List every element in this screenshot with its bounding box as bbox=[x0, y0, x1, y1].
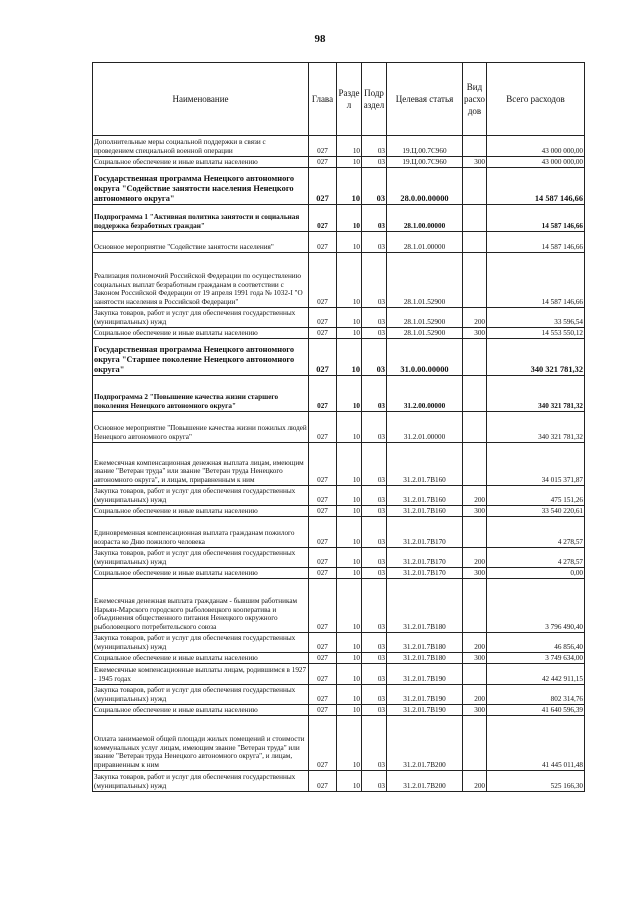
row-target: 31.2.01.7В200 bbox=[387, 716, 463, 771]
row-name: Единовременная компенсационная выплата гражданам пожилого возраста ко Дню пожилого человека bbox=[93, 517, 309, 548]
row-name: Дополнительные меры социальной поддержки в связи с проведением специальной военной операции bbox=[93, 136, 309, 157]
row-total: 14 553 550,12 bbox=[487, 328, 585, 339]
row-name: Основное мероприятие "Содействие занятости населения" bbox=[93, 232, 309, 253]
row-chapter: 027 bbox=[309, 168, 337, 205]
row-section: 10 bbox=[337, 579, 362, 633]
row-target: 31.2.00.00000 bbox=[387, 376, 463, 412]
row-expense-type: 200 bbox=[463, 548, 487, 568]
row-subsection: 03 bbox=[362, 579, 387, 633]
row-expense-type: 300 bbox=[463, 157, 487, 168]
row-expense-type bbox=[463, 205, 487, 232]
row-name: Закупка товаров, работ и услуг для обеспечения государственных (муниципальных) нужд bbox=[93, 685, 309, 705]
row-expense-type: 200 bbox=[463, 486, 487, 506]
row-section: 10 bbox=[337, 205, 362, 232]
row-section: 10 bbox=[337, 328, 362, 339]
row-expense-type: 300 bbox=[463, 328, 487, 339]
row-total: 3 749 634,00 bbox=[487, 653, 585, 664]
row-total: 14 587 146,66 bbox=[487, 253, 585, 308]
row-section: 10 bbox=[337, 633, 362, 653]
row-chapter: 027 bbox=[309, 633, 337, 653]
row-total: 14 587 146,66 bbox=[487, 232, 585, 253]
row-expense-type bbox=[463, 664, 487, 685]
row-section: 10 bbox=[337, 486, 362, 506]
row-section: 10 bbox=[337, 232, 362, 253]
row-expense-type bbox=[463, 168, 487, 205]
table-row bbox=[93, 412, 585, 443]
row-section: 10 bbox=[337, 136, 362, 157]
row-target: 28.1.01.52900 bbox=[387, 253, 463, 308]
row-expense-type: 300 bbox=[463, 705, 487, 716]
row-name: Государственная программа Ненецкого автономного округа "Старшее поколение Ненецкого автономного округа" bbox=[93, 339, 309, 376]
row-target: 31.2.01.7В170 bbox=[387, 568, 463, 579]
row-chapter: 027 bbox=[309, 653, 337, 664]
row-section: 10 bbox=[337, 716, 362, 771]
row-total: 41 640 596,39 bbox=[487, 705, 585, 716]
row-target: 28.1.01.52900 bbox=[387, 308, 463, 328]
row-subsection: 03 bbox=[362, 157, 387, 168]
row-subsection: 03 bbox=[362, 548, 387, 568]
row-chapter: 027 bbox=[309, 157, 337, 168]
row-target: 31.2.01.7В160 bbox=[387, 506, 463, 517]
row-target: 31.2.01.7В180 bbox=[387, 633, 463, 653]
row-subsection: 03 bbox=[362, 443, 387, 486]
row-target: 28.1.00.00000 bbox=[387, 205, 463, 232]
row-section: 10 bbox=[337, 308, 362, 328]
table-row bbox=[93, 253, 585, 308]
row-section: 10 bbox=[337, 517, 362, 548]
row-expense-type bbox=[463, 339, 487, 376]
row-target: 31.2.01.7В180 bbox=[387, 579, 463, 633]
table-row bbox=[93, 506, 585, 517]
page-number: 98 bbox=[314, 33, 326, 45]
row-chapter: 027 bbox=[309, 685, 337, 705]
row-subsection: 03 bbox=[362, 486, 387, 506]
row-target: 31.2.01.7В170 bbox=[387, 517, 463, 548]
row-subsection: 03 bbox=[362, 506, 387, 517]
row-section: 10 bbox=[337, 685, 362, 705]
row-target: 28.0.00.00000 bbox=[387, 168, 463, 205]
row-name: Социальное обеспечение и иные выплаты населению bbox=[93, 705, 309, 716]
row-name: Социальное обеспечение и иные выплаты населению bbox=[93, 157, 309, 168]
row-total: 340 321 781,32 bbox=[487, 376, 585, 412]
row-chapter: 027 bbox=[309, 486, 337, 506]
table-row bbox=[93, 136, 585, 157]
row-total: 14 587 146,66 bbox=[487, 205, 585, 232]
row-name: Ежемесячная компенсационная денежная выплата лицам, имеющим звание "Ветеран труда" или звание "Ветеран труда Ненецкого автономного округа", и лицам, приравненным к ним bbox=[93, 443, 309, 486]
table-row bbox=[93, 716, 585, 771]
row-subsection: 03 bbox=[362, 716, 387, 771]
table-row bbox=[93, 705, 585, 716]
row-subsection: 03 bbox=[362, 168, 387, 205]
row-expense-type bbox=[463, 412, 487, 443]
row-chapter: 027 bbox=[309, 205, 337, 232]
row-total: 41 445 011,48 bbox=[487, 716, 585, 771]
row-total: 42 442 911,15 bbox=[487, 664, 585, 685]
row-target: 31.0.00.00000 bbox=[387, 339, 463, 376]
table-row bbox=[93, 568, 585, 579]
row-total: 340 321 781,32 bbox=[487, 412, 585, 443]
table-row bbox=[93, 157, 585, 168]
row-section: 10 bbox=[337, 443, 362, 486]
header-expense-type: Вид расхо дов bbox=[463, 63, 487, 136]
row-expense-type: 200 bbox=[463, 308, 487, 328]
row-name: Закупка товаров, работ и услуг для обеспечения государственных (муниципальных) нужд bbox=[93, 308, 309, 328]
row-subsection: 03 bbox=[362, 205, 387, 232]
table-row bbox=[93, 205, 585, 232]
row-subsection: 03 bbox=[362, 517, 387, 548]
row-name: Закупка товаров, работ и услуг для обеспечения государственных (муниципальных) нужд bbox=[93, 771, 309, 792]
table-row bbox=[93, 339, 585, 376]
row-subsection: 03 bbox=[362, 633, 387, 653]
row-chapter: 027 bbox=[309, 232, 337, 253]
table-row bbox=[93, 486, 585, 506]
row-section: 10 bbox=[337, 705, 362, 716]
row-expense-type bbox=[463, 579, 487, 633]
table-row bbox=[93, 232, 585, 253]
row-subsection: 03 bbox=[362, 568, 387, 579]
table-row bbox=[93, 308, 585, 328]
row-expense-type bbox=[463, 716, 487, 771]
row-target: 31.2.01.7В160 bbox=[387, 486, 463, 506]
table-body bbox=[93, 136, 585, 792]
row-chapter: 027 bbox=[309, 443, 337, 486]
row-total: 43 000 000,00 bbox=[487, 136, 585, 157]
row-chapter: 027 bbox=[309, 568, 337, 579]
row-section: 10 bbox=[337, 339, 362, 376]
row-name: Закупка товаров, работ и услуг для обеспечения государственных (муниципальных) нужд bbox=[93, 633, 309, 653]
row-chapter: 027 bbox=[309, 771, 337, 792]
row-subsection: 03 bbox=[362, 339, 387, 376]
table-row bbox=[93, 653, 585, 664]
row-name: Ежемесячная денежная выплата гражданам - бывшим работникам Нарьян-Марского городского рыболовецкого кооператива и объединения общественного питания Ненецкого окружного рыболовецкого потребительского союза bbox=[93, 579, 309, 633]
row-section: 10 bbox=[337, 771, 362, 792]
row-section: 10 bbox=[337, 253, 362, 308]
row-total: 4 278,57 bbox=[487, 548, 585, 568]
row-section: 10 bbox=[337, 653, 362, 664]
table-row bbox=[93, 771, 585, 792]
header-chapter: Глава bbox=[309, 63, 337, 136]
row-name: Основное мероприятие "Повышение качества жизни пожилых людей Ненецкого автономного округа" bbox=[93, 412, 309, 443]
row-chapter: 027 bbox=[309, 716, 337, 771]
header-target: Целевая статья bbox=[387, 63, 463, 136]
row-subsection: 03 bbox=[362, 664, 387, 685]
row-section: 10 bbox=[337, 168, 362, 205]
row-name: Социальное обеспечение и иные выплаты населению bbox=[93, 568, 309, 579]
row-expense-type bbox=[463, 232, 487, 253]
row-section: 10 bbox=[337, 506, 362, 517]
row-target: 19.Ц.00.7С960 bbox=[387, 136, 463, 157]
table-row bbox=[93, 579, 585, 633]
row-chapter: 027 bbox=[309, 517, 337, 548]
row-chapter: 027 bbox=[309, 548, 337, 568]
row-expense-type: 300 bbox=[463, 506, 487, 517]
row-total: 43 000 000,00 bbox=[487, 157, 585, 168]
row-total: 46 856,40 bbox=[487, 633, 585, 653]
row-chapter: 027 bbox=[309, 136, 337, 157]
row-chapter: 027 bbox=[309, 328, 337, 339]
row-chapter: 027 bbox=[309, 506, 337, 517]
row-subsection: 03 bbox=[362, 771, 387, 792]
table-row bbox=[93, 328, 585, 339]
table-header-row bbox=[93, 63, 585, 136]
row-subsection: 03 bbox=[362, 136, 387, 157]
row-total: 33 540 220,61 bbox=[487, 506, 585, 517]
row-total: 0,00 bbox=[487, 568, 585, 579]
row-expense-type bbox=[463, 443, 487, 486]
row-name: Подпрограмма 1 "Активная политика занятости и социальная поддержка безработных граждан" bbox=[93, 205, 309, 232]
header-section: Разде л bbox=[337, 63, 362, 136]
row-name: Реализация полномочий Российской Федерации по осуществлению социальных выплат безработным гражданам в соответствии с Законом Российской Федерации от 19 апреля 1991 года № 1032-I "О занятости населения в Российской Федерации" bbox=[93, 253, 309, 308]
row-name: Социальное обеспечение и иные выплаты населению bbox=[93, 653, 309, 664]
row-target: 31.2.01.7В200 bbox=[387, 771, 463, 792]
row-expense-type bbox=[463, 517, 487, 548]
row-total: 33 596,54 bbox=[487, 308, 585, 328]
row-chapter: 027 bbox=[309, 376, 337, 412]
row-subsection: 03 bbox=[362, 705, 387, 716]
row-chapter: 027 bbox=[309, 339, 337, 376]
row-target: 31.2.01.00000 bbox=[387, 412, 463, 443]
row-name: Подпрограмма 2 "Повышение качества жизни старшего поколения Ненецкого автономного округа" bbox=[93, 376, 309, 412]
table-row bbox=[93, 168, 585, 205]
row-target: 31.2.01.7В180 bbox=[387, 653, 463, 664]
table-row bbox=[93, 664, 585, 685]
table-row bbox=[93, 376, 585, 412]
row-name: Закупка товаров, работ и услуг для обеспечения государственных (муниципальных) нужд bbox=[93, 486, 309, 506]
row-name: Закупка товаров, работ и услуг для обеспечения государственных (муниципальных) нужд bbox=[93, 548, 309, 568]
row-target: 28.1.01.00000 bbox=[387, 232, 463, 253]
row-name: Государственная программа Ненецкого автономного округа "Содействие занятости населения Ненецкого автономного округа" bbox=[93, 168, 309, 205]
row-total: 475 151,26 bbox=[487, 486, 585, 506]
row-chapter: 027 bbox=[309, 705, 337, 716]
row-name: Ежемесячные компенсационные выплаты лицам, родившимся в 1927 - 1945 годах bbox=[93, 664, 309, 685]
header-name: Наименование bbox=[93, 63, 309, 136]
row-subsection: 03 bbox=[362, 412, 387, 443]
row-expense-type: 300 bbox=[463, 568, 487, 579]
row-expense-type bbox=[463, 253, 487, 308]
row-chapter: 027 bbox=[309, 664, 337, 685]
row-target: 28.1.01.52900 bbox=[387, 328, 463, 339]
row-expense-type bbox=[463, 376, 487, 412]
row-name: Оплата занимаемой общей площади жилых помещений и стоимости коммунальных услуг лицам, имеющим звание "Ветеран труда" или звание "Ветеран труда Ненецкого автономного округа", и лицам, приравненным к ним bbox=[93, 716, 309, 771]
row-total: 802 314,76 bbox=[487, 685, 585, 705]
row-total: 34 015 371,87 bbox=[487, 443, 585, 486]
row-target: 31.2.01.7В190 bbox=[387, 664, 463, 685]
row-target: 19.Ц.00.7С960 bbox=[387, 157, 463, 168]
row-section: 10 bbox=[337, 568, 362, 579]
row-subsection: 03 bbox=[362, 653, 387, 664]
row-chapter: 027 bbox=[309, 412, 337, 443]
row-total: 340 321 781,32 bbox=[487, 339, 585, 376]
row-section: 10 bbox=[337, 376, 362, 412]
row-section: 10 bbox=[337, 157, 362, 168]
header-subsection: Подр аздел bbox=[362, 63, 387, 136]
row-target: 31.2.01.7В190 bbox=[387, 705, 463, 716]
row-total: 14 587 146,66 bbox=[487, 168, 585, 205]
row-subsection: 03 bbox=[362, 253, 387, 308]
row-total: 3 796 490,40 bbox=[487, 579, 585, 633]
row-subsection: 03 bbox=[362, 232, 387, 253]
row-section: 10 bbox=[337, 548, 362, 568]
row-chapter: 027 bbox=[309, 308, 337, 328]
row-expense-type bbox=[463, 136, 487, 157]
row-expense-type: 300 bbox=[463, 653, 487, 664]
table-row bbox=[93, 633, 585, 653]
row-target: 31.2.01.7В190 bbox=[387, 685, 463, 705]
header-total: Всего расходов bbox=[487, 63, 585, 136]
expenditure-table bbox=[92, 62, 585, 792]
row-expense-type: 200 bbox=[463, 771, 487, 792]
row-subsection: 03 bbox=[362, 685, 387, 705]
table-row bbox=[93, 517, 585, 548]
table-row bbox=[93, 685, 585, 705]
table-row bbox=[93, 548, 585, 568]
row-target: 31.2.01.7В160 bbox=[387, 443, 463, 486]
row-chapter: 027 bbox=[309, 579, 337, 633]
row-name: Социальное обеспечение и иные выплаты населению bbox=[93, 506, 309, 517]
row-subsection: 03 bbox=[362, 308, 387, 328]
row-name: Социальное обеспечение и иные выплаты населению bbox=[93, 328, 309, 339]
row-total: 525 166,30 bbox=[487, 771, 585, 792]
row-subsection: 03 bbox=[362, 328, 387, 339]
row-subsection: 03 bbox=[362, 376, 387, 412]
row-section: 10 bbox=[337, 664, 362, 685]
row-target: 31.2.01.7В170 bbox=[387, 548, 463, 568]
table-row bbox=[93, 443, 585, 486]
row-total: 4 278,57 bbox=[487, 517, 585, 548]
row-expense-type: 200 bbox=[463, 685, 487, 705]
row-expense-type: 200 bbox=[463, 633, 487, 653]
row-section: 10 bbox=[337, 412, 362, 443]
row-chapter: 027 bbox=[309, 253, 337, 308]
